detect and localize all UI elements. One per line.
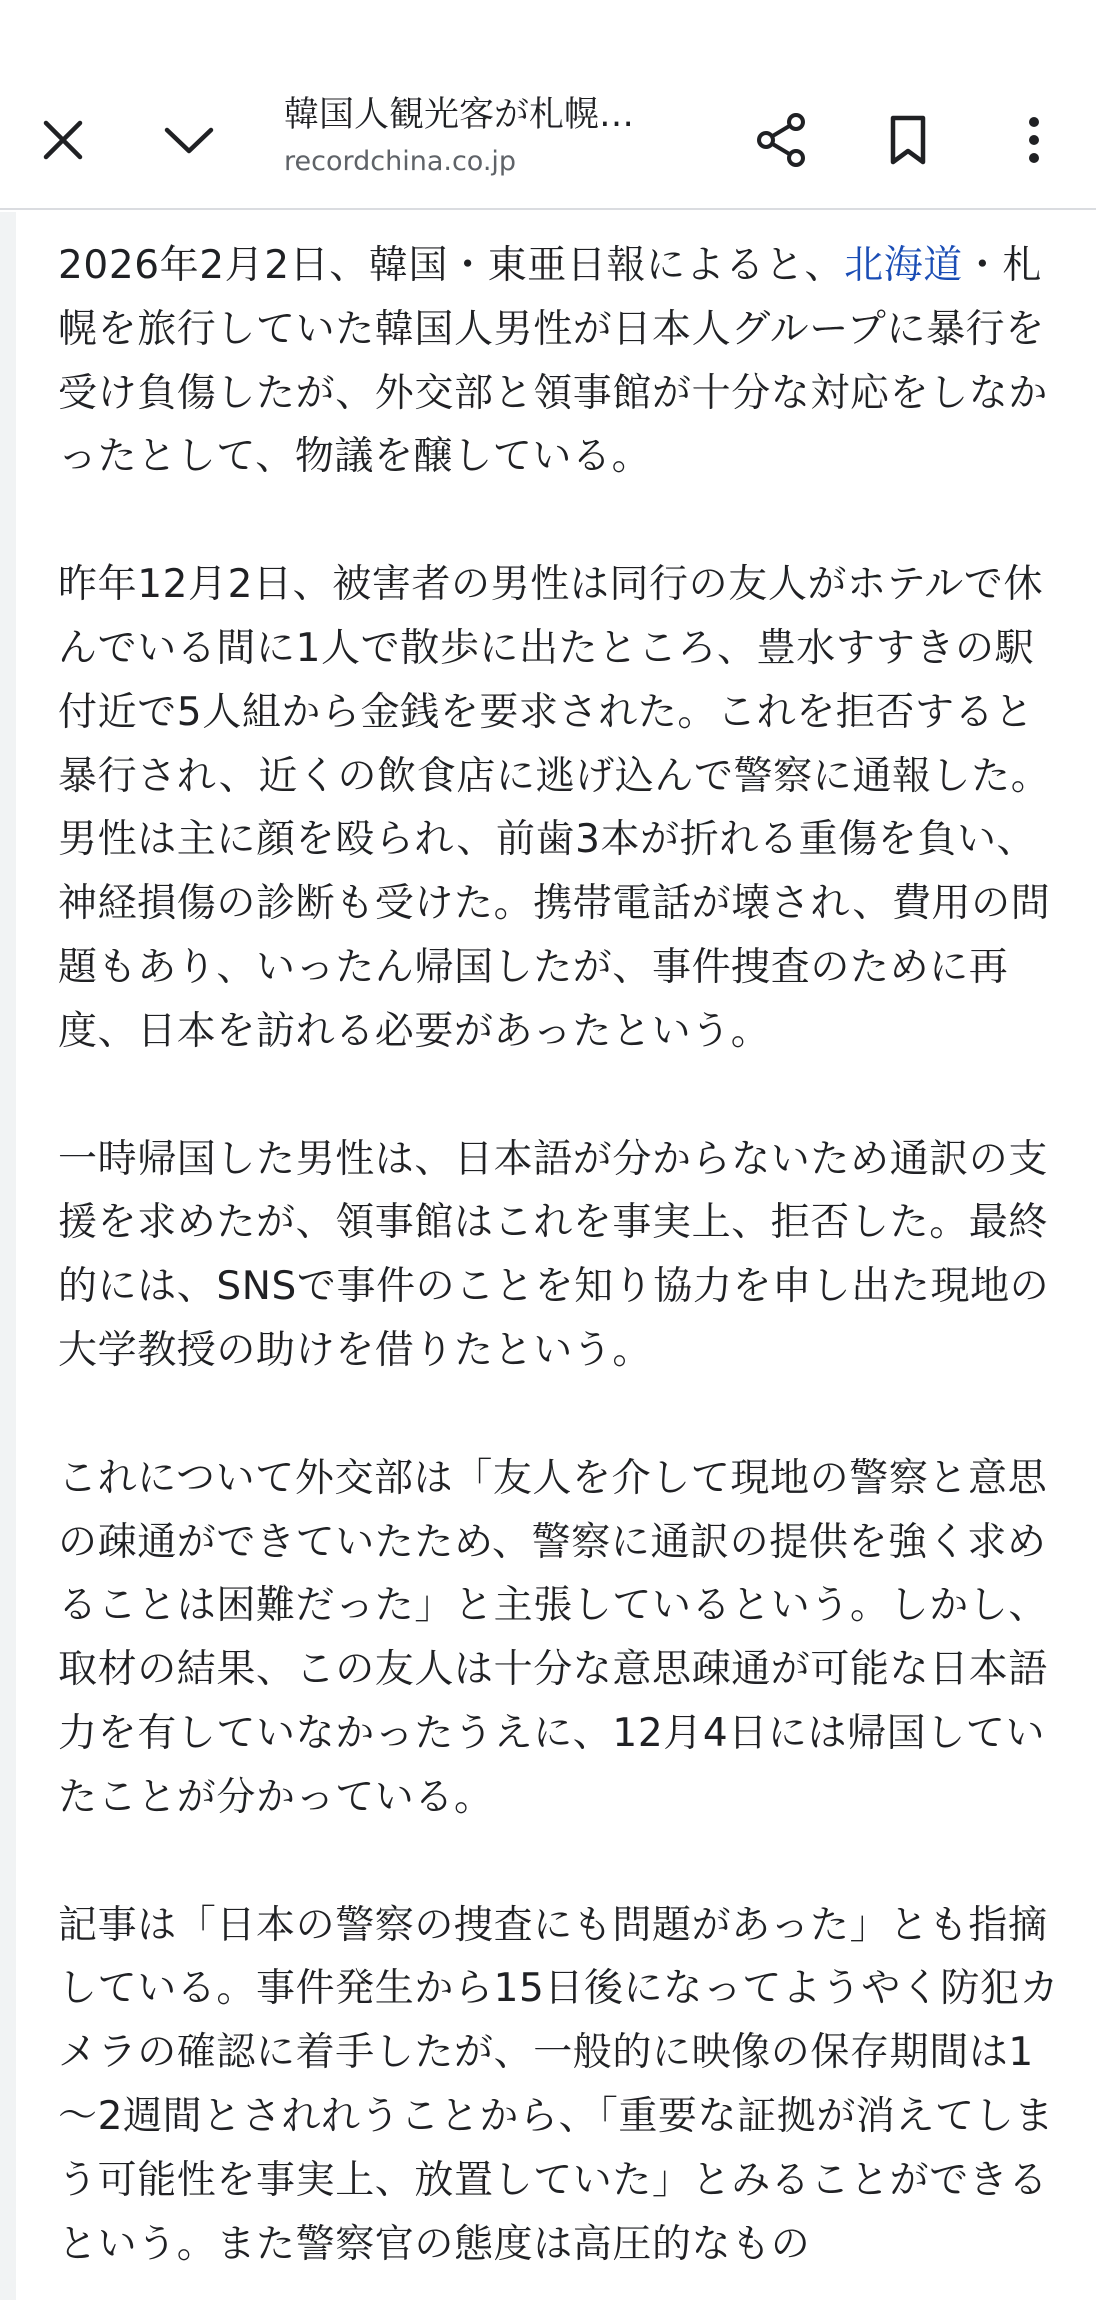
article-paragraph-1 bbox=[58, 234, 1066, 489]
article-paragraph-3: 一時帰国した男性は、日本語が分からないため通訳の支援を求めたが、領事館はこれを事実上、拒否した。最終的には、SNSで事件のことを知り協力を申し出た現地の大学教授の助けを借りたという。 bbox=[58, 1136, 1050, 1373]
collapse-button[interactable] bbox=[141, 92, 237, 188]
more-vert-icon bbox=[1026, 116, 1042, 164]
article-body bbox=[58, 234, 1066, 2300]
custom-tab-toolbar bbox=[0, 70, 1096, 210]
share-icon bbox=[755, 112, 807, 168]
article-paragraph-4: これについて外交部は「友人を介して現地の警察と意思の疎通ができていたため、警察に通訳の提供を強く求めることは困難だった」と主張しているという。しかし、取材の結果、この友人は十分な意思疎通が可能な日本語力を有していなかったうえに、12月4日には帰国していたことが分かっている。 bbox=[58, 1455, 1049, 1820]
more-options-button[interactable] bbox=[986, 92, 1082, 188]
paragraph-text: 2026年2月2日、韓国・東亜日報によると、 bbox=[58, 243, 845, 288]
page-title: 韓国人観光客が札幌… bbox=[284, 95, 635, 135]
hokkaido-link[interactable]: 北海道 bbox=[844, 243, 963, 288]
status-bar bbox=[0, 0, 1096, 70]
article-paragraph-5: 記事は「日本の警察の捜査にも問題があった」とも指摘している。事件発生から15日後になってようやく防犯カメラの確認に着手したが、一般的に映像の保存期間は1～2週間とされれうことから、「重要な証拠が消えてしまう可能性を事実上、放置していた」とみることができるという。また警察官の態度は高圧的なもの bbox=[58, 1902, 1060, 2267]
article-paragraph-2: 昨年12月2日、被害者の男性は同行の友人がホテルで休んでいる間に1人で散歩に出たところ、豊水すすきの駅付近で5人組から金銭を要求された。これを拒否すると暴行され、近くの飲食店に逃げ込んで警察に通報した。男性は主に顔を殴られ、前歯3本が折れる重傷を負い、神経損傷の診断も受けた。携帯電話が壊され、費用の問題もあり、いったん帰国したが、事件捜査のために再度、日本を訪れる必要があったという。 bbox=[58, 562, 1051, 1054]
page-domain: recordchina.co.jp bbox=[284, 146, 517, 177]
close-button[interactable] bbox=[15, 92, 111, 188]
chevron-down-icon bbox=[163, 124, 215, 156]
bookmark-button[interactable] bbox=[860, 92, 956, 188]
close-icon bbox=[41, 118, 85, 162]
share-button[interactable] bbox=[733, 92, 829, 188]
page-left-edge bbox=[0, 212, 16, 2300]
bookmark-icon bbox=[888, 114, 928, 166]
title-block[interactable] bbox=[284, 90, 704, 182]
paragraph-text: ・札幌を旅行していた韓国人男性が日本人グループに暴行を受け負傷したが、外交部と領事館が十分な対応をしなかったとして、物議を醸している。 bbox=[58, 243, 1049, 480]
